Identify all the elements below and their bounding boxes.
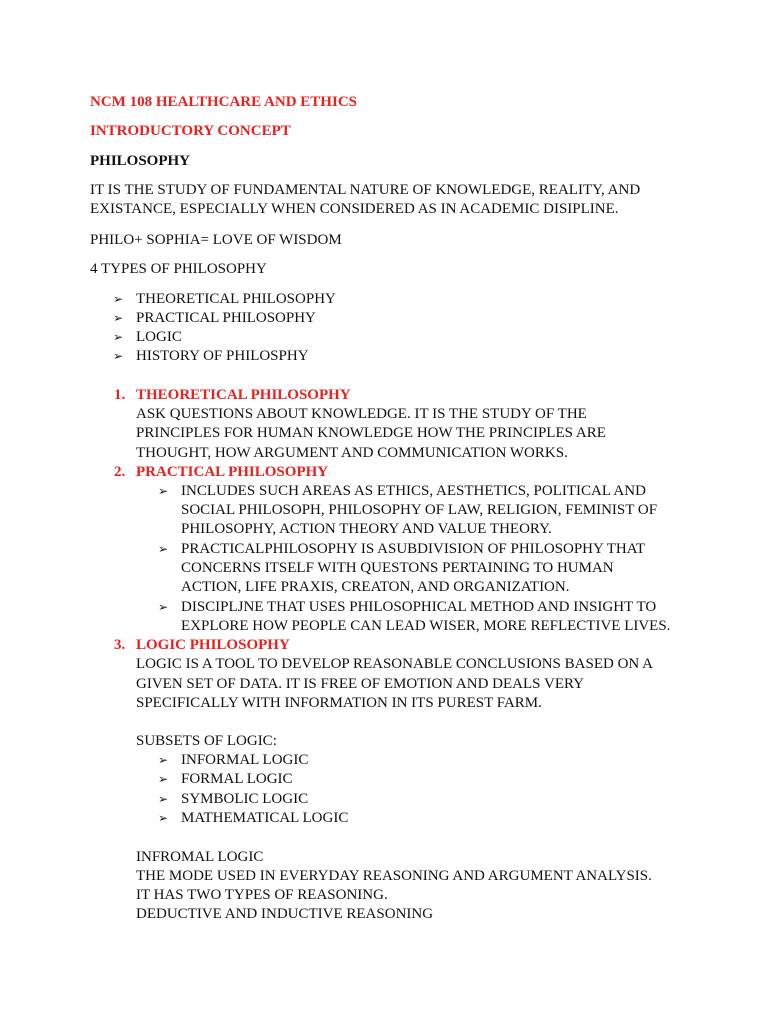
list-item: THEORETICAL PHILOSOPHY <box>136 291 336 307</box>
section-number: 3. <box>114 637 126 653</box>
definition-line: EXISTANCE, ESPECIALLY WHEN CONSIDERED AS IN ACADEMIC DISIPLINE. <box>90 201 619 217</box>
arrowhead-bullet-icon: ➢ <box>158 542 169 556</box>
paragraph-line: LOGIC IS A TOOL TO DEVELOP REASONABLE CONCLUSIONS BASED ON A <box>136 656 653 672</box>
list-item: MATHEMATICAL LOGIC <box>181 810 349 826</box>
arrowhead-bullet-icon: ➢ <box>113 311 124 325</box>
arrowhead-bullet-icon: ➢ <box>158 792 169 806</box>
bullet-line: PRACTICALPHILOSOPHY IS ASUBDIVISION OF PHILOSOPHY THAT <box>181 541 646 557</box>
paragraph-line: THE MODE USED IN EVERYDAY REASONING AND ARGUMENT ANALYSIS. <box>136 868 652 884</box>
paragraph-line: IT HAS TWO TYPES OF REASONING. <box>136 887 388 903</box>
paragraph-line: ASK QUESTIONS ABOUT KNOWLEDGE. IT IS THE STUDY OF THE <box>136 406 587 422</box>
section-title: PRACTICAL PHILOSOPHY <box>136 464 329 480</box>
subtitle: INTRODUCTORY CONCEPT <box>90 123 291 139</box>
arrowhead-bullet-icon: ➢ <box>113 330 124 344</box>
section-heading: PHILOSOPHY <box>90 153 191 169</box>
bullet-line: CONCERNS ITSELF WITH QUESTONS PERTAINING TO HUMAN <box>181 560 614 576</box>
list-item: FORMAL LOGIC <box>181 771 293 787</box>
list-item: HISTORY OF PHILOSPHY <box>136 348 309 364</box>
paragraph-line: GIVEN SET OF DATA. IT IS FREE OF EMOTION AND DEALS VERY <box>136 676 584 692</box>
section-number: 1. <box>114 387 126 403</box>
bullet-line: SOCIAL PHILOSOPH, PHILOSOPHY OF LAW, RELIGION, FEMINIST OF <box>181 502 658 518</box>
bullet-line: INCLUDES SUCH AREAS AS ETHICS, AESTHETICS, POLITICAL AND <box>181 483 646 499</box>
subheading: INFROMAL LOGIC <box>136 849 264 865</box>
arrowhead-bullet-icon: ➢ <box>158 484 169 498</box>
subsets-heading: SUBSETS OF LOGIC: <box>136 733 277 749</box>
arrowhead-bullet-icon: ➢ <box>158 772 169 786</box>
list-item: SYMBOLIC LOGIC <box>181 791 309 807</box>
paragraph-line: THOUGHT, HOW ARGUMENT AND COMMUNICATION WORKS. <box>136 445 568 461</box>
definition-line: IT IS THE STUDY OF FUNDAMENTAL NATURE OF KNOWLEDGE, REALITY, AND <box>90 182 641 198</box>
paragraph-line: PRINCIPLES FOR HUMAN KNOWLEDGE HOW THE PRINCIPLES ARE <box>136 425 606 441</box>
section-title: LOGIC PHILOSOPHY <box>136 637 290 653</box>
bullet-line: ACTION, LIFE PRAXIS, CREATON, AND ORGANIZATION. <box>181 579 570 595</box>
arrowhead-bullet-icon: ➢ <box>158 811 169 825</box>
arrowhead-bullet-icon: ➢ <box>158 600 169 614</box>
list-item: PRACTICAL PHILOSOPHY <box>136 310 316 326</box>
bullet-line: PHILOSOPHY, ACTION THEORY AND VALUE THEORY. <box>181 521 552 537</box>
paragraph-line: DEDUCTIVE AND INDUCTIVE REASONING <box>136 906 434 922</box>
arrowhead-bullet-icon: ➢ <box>113 292 124 306</box>
section-title: THEORETICAL PHILOSOPHY <box>136 387 351 403</box>
list-item: INFORMAL LOGIC <box>181 752 309 768</box>
course-title: NCM 108 HEALTHCARE AND ETHICS <box>90 94 357 110</box>
types-heading: 4 TYPES OF PHILOSOPHY <box>90 261 267 277</box>
section-number: 2. <box>114 464 126 480</box>
bullet-line: EXPLORE HOW PEOPLE CAN LEAD WISER, MORE REFLECTIVE LIVES. <box>181 618 671 634</box>
arrowhead-bullet-icon: ➢ <box>113 349 124 363</box>
bullet-line: DISCIPLJNE THAT USES PHILOSOPHICAL METHOD AND INSIGHT TO <box>181 599 657 615</box>
paragraph-line: SPECIFICALLY WITH INFORMATION IN ITS PUREST FARM. <box>136 695 542 711</box>
arrowhead-bullet-icon: ➢ <box>158 753 169 767</box>
etymology: PHILO+ SOPHIA= LOVE OF WISDOM <box>90 232 342 248</box>
list-item: LOGIC <box>136 329 182 345</box>
